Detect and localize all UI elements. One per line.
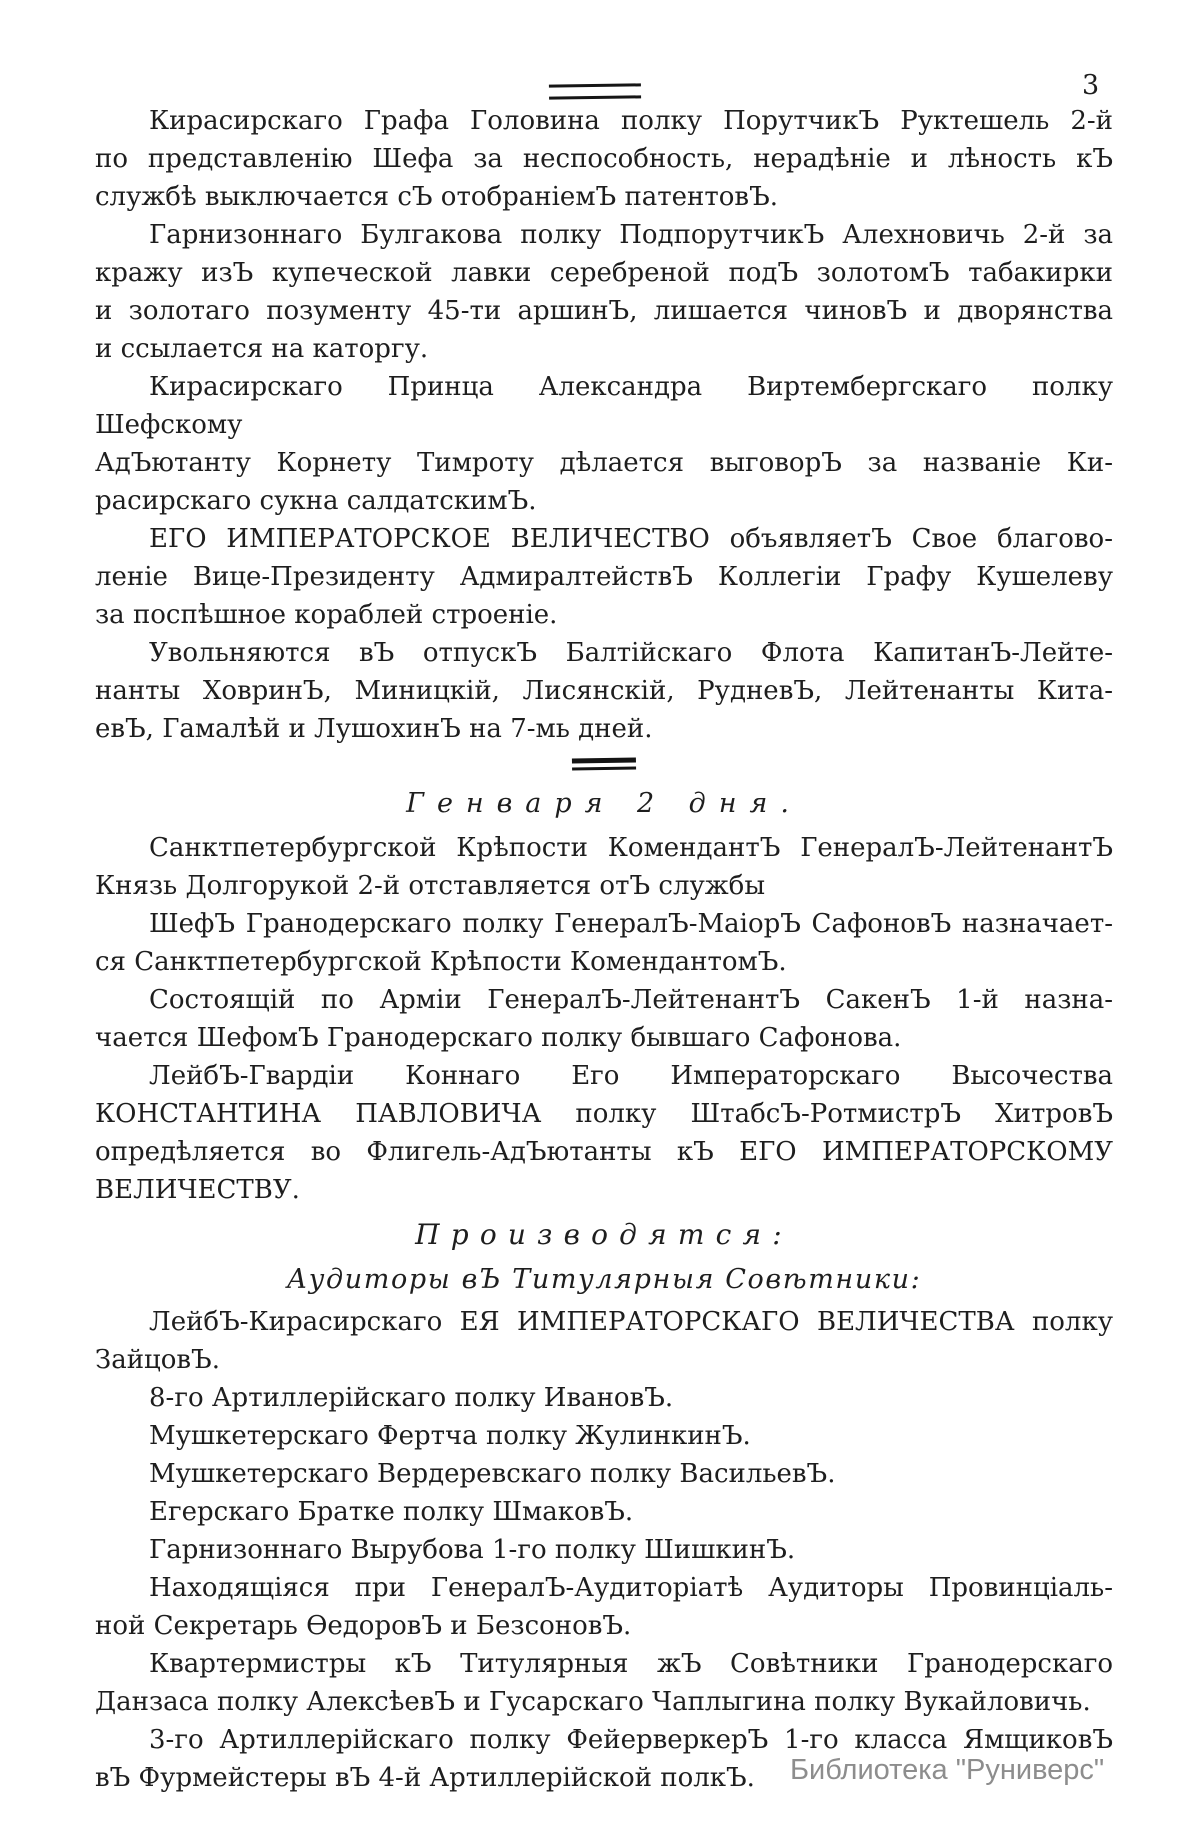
text-line: леніе Вице-Президенту АдмиралтействЪ Коллегіи Графу Кушелеву	[95, 562, 1113, 592]
text-line: Данзаса полку АлексѣевЪ и Гусарскаго Чаплыгина полку Вукайловичь.	[95, 1687, 1091, 1717]
text-line: Кирасирскаго Принца Александра Виртембергскаго полку Шефскому	[95, 372, 1113, 440]
text-line: вЪ Фурмейстеры вЪ 4-й Артиллерійской полкЪ.	[95, 1763, 755, 1793]
paragraph	[95, 829, 1113, 905]
text-line: КОНСТАНТИНА ПАВЛОВИЧА полку ШтабсЪ-РотмистрЪ ХитровЪ	[95, 1099, 1113, 1129]
paragraph	[95, 1379, 1113, 1417]
text-line: нанты ХовринЪ, Миницкій, Лисянскій, РудневЪ, Лейтенанты Кита-	[95, 676, 1113, 706]
text-line: евЪ, Гамалѣй и ЛушохинЪ на 7-мь дней.	[95, 714, 653, 744]
paragraph	[95, 1455, 1113, 1493]
text-line: 8-го Артиллерійскаго полку ИвановЪ.	[149, 1383, 674, 1413]
text-line: по представленію Шефа за неспособность, нерадѣніе и лѣность кЪ	[95, 144, 1113, 174]
text-line: ВЕЛИЧЕСТВУ.	[95, 1175, 300, 1205]
text-line: Мушкетерскаго Вердеревскаго полку ВасильевЪ.	[149, 1459, 836, 1489]
text-line: Гарнизоннаго Булгакова полку ПодпорутчикЪ Алехновичь 2-й за	[149, 220, 1113, 250]
header-ornament-rule	[549, 83, 641, 99]
text-line: 3-го Артиллерійскаго полку ФейерверкерЪ 1-го класса ЯмщиковЪ	[149, 1725, 1113, 1755]
paragraph	[95, 102, 1113, 216]
paragraph	[95, 368, 1113, 520]
text-line: и золотаго позументу 45-ти аршинЪ, лишается чиновЪ и дворянства	[95, 296, 1113, 326]
text-line: Находящіяся при ГенералЪ-Аудиторіатѣ Аудиторы Провинціаль-	[149, 1573, 1113, 1603]
paragraph	[95, 1417, 1113, 1455]
text-line: Егерскаго Братке полку ШмаковЪ.	[149, 1497, 634, 1527]
section-heading-promotions: Производятся:	[415, 1218, 793, 1251]
content-column	[95, 102, 1113, 1797]
section-heading-date: Генваря 2 дня.	[406, 788, 802, 819]
paragraph	[95, 1645, 1113, 1721]
text-line: Князь Долгорукой 2-й отставляется отЪ службы	[95, 871, 766, 901]
paragraph	[95, 216, 1113, 368]
library-watermark: Библиотека "Руниверс"	[790, 1754, 1105, 1786]
text-line: Кирасирскаго Графа Головина полку ПорутчикЪ Руктешель 2-й	[149, 106, 1113, 136]
text-line: Гарнизоннаго Вырубова 1-го полку ШишкинЪ.	[149, 1535, 796, 1565]
text-line: ШефЪ Гранодерскаго полку ГенералЪ-МаіорЪ СафоновЪ назначает-	[149, 909, 1113, 939]
text-line: за поспѣшное кораблей строеніе.	[95, 600, 558, 630]
text-line: ЛейбЪ-Гвардіи Коннаго Его Императорскаго Высочества	[149, 1061, 1113, 1091]
paragraph	[95, 1057, 1113, 1209]
section-subheading-auditors: Аудиторы вЪ Титулярныя Совѣтники:	[286, 1264, 922, 1295]
paragraph	[95, 981, 1113, 1057]
paragraph	[95, 634, 1113, 748]
page-number: 3	[1082, 70, 1101, 101]
text-line: Квартермистры кЪ Титулярныя жЪ Совѣтники Гранодерскаго	[149, 1649, 1113, 1679]
paragraph	[95, 905, 1113, 981]
text-line: ЕГО ИМПЕРАТОРСКОЕ ВЕЛИЧЕСТВО объявляетЪ Свое благово-	[149, 524, 1113, 554]
text-line: и ссылается на каторгу.	[95, 334, 429, 364]
text-line: опредѣляется во Флигель-АдЪютанты кЪ ЕГО ИМПЕРАТОРСКОМУ	[95, 1137, 1113, 1167]
paragraph	[95, 1531, 1113, 1569]
paragraph	[95, 1303, 1113, 1379]
paragraph	[95, 1569, 1113, 1645]
text-line: ной Секретарь ѲедоровЪ и БезсоновЪ.	[95, 1611, 632, 1641]
text-line: расирскаго сукна салдатскимЪ.	[95, 486, 537, 516]
text-line: кражу изЪ купеческой лавки серебреной подЪ золотомЪ табакирки	[95, 258, 1113, 288]
text-line: службѣ выключается сЪ отобраніемЪ патентовЪ.	[95, 182, 778, 212]
text-line: чается ШефомЪ Гранодерскаго полку бывшаго Сафонова.	[95, 1023, 902, 1053]
text-line: ся Санктпетербургской Крѣпости КомендантомЪ.	[95, 947, 787, 977]
paragraph	[95, 1493, 1113, 1531]
paragraph	[95, 520, 1113, 634]
text-line: Состоящій по Арміи ГенералЪ-ЛейтенантЪ СакенЪ 1-й назна-	[149, 985, 1113, 1015]
text-line: Санктпетербургской Крѣпости КомендантЪ ГенералЪ-ЛейтенантЪ	[149, 833, 1113, 863]
text-line: ЗайцовЪ.	[95, 1345, 220, 1375]
text-line: ЛейбЪ-Кирасирскаго ЕЯ ИМПЕРАТОРСКАГО ВЕЛИЧЕСТВА полку	[149, 1307, 1113, 1337]
section-divider-rule	[572, 757, 636, 770]
text-line: Мушкетерскаго Фертча полку ЖулинкинЪ.	[149, 1421, 751, 1451]
text-line: АдЪютанту Корнету Тимроту дѣлается выговорЪ за названіе Ки-	[95, 448, 1113, 478]
text-line: Увольняются вЪ отпускЪ Балтійскаго Флота КапитанЪ-Лейте-	[149, 638, 1113, 668]
